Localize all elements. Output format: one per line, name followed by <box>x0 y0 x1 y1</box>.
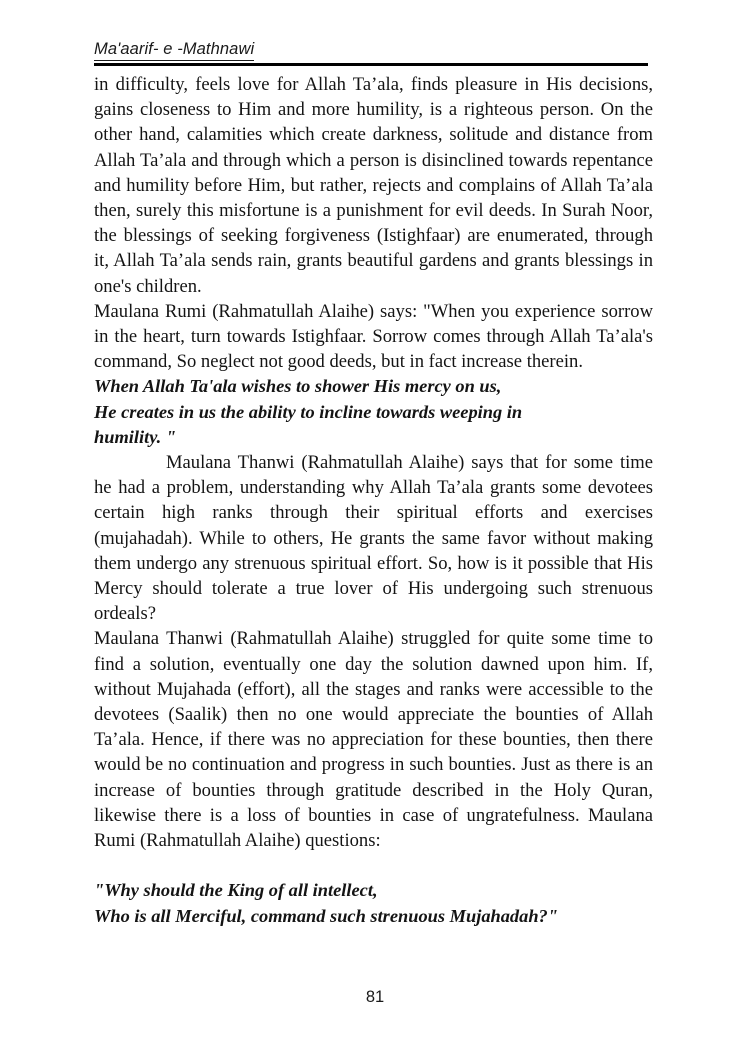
page-number: 81 <box>365 988 385 1006</box>
body-paragraph-1: in difficulty, feels love for Allah Ta’ala, finds pleasure in His decisions, gains closeness to Him and more humility, is a righteous person. On the other hand, calamities which create darkness, solitude and distance from Allah Ta’ala and through which a person is disinclined towards repentance and humility before Him, but rather, rejects and complains of Allah Ta’ala then, surely this misfortune is a punishment for evil deeds. In Surah Noor, the blessings of seeking forgiveness (Istighfaar) are enumerated, through it, Allah Ta’ala sends rain, grants beautiful gardens and grants blessings in one's children. <box>94 74 653 297</box>
running-header <box>94 40 648 66</box>
verse-2-line-2: Who is all Merciful, command such strenuous Mujahadah?" <box>94 905 558 926</box>
verse-1-line-3: humility. " <box>94 426 177 447</box>
body-paragraph-4: Maulana Thanwi (Rahmatullah Alaihe) struggled for quite some time to find a solution, eventually one day the solution dawned upon him. If, without Mujahada (effort), all the stages and ranks were accessible to the devotees (Saalik) then no one would appreciate the bounties of Allah Ta’ala. Hence, if there was no appreciation for these bounties, then there would be no continuation and progress in such bounties. Just as there is an increase of bounties through gratitude described in the Holy Quran, likewise there is a loss of bounties in case of ungratefulness. Maulana Rumi (Rahmatullah Alaihe) questions: <box>94 628 653 852</box>
verse-block-1 <box>94 374 653 450</box>
page-body <box>94 72 653 929</box>
verse-1-line-2: He creates in us the ability to incline towards weeping in <box>94 401 523 422</box>
verse-1-line-1: When Allah Ta'ala wishes to shower His mercy on us, <box>94 376 502 397</box>
header-divider-rule <box>94 63 648 66</box>
body-paragraph-2: Maulana Rumi (Rahmatullah Alaihe) says: "When you experience sorrow in the heart, turn towards Istighfaar. Sorrow comes through Allah Ta’ala's command, So neglect not good deeds, but in fact increase therein. <box>94 300 653 373</box>
body-paragraph-3: Maulana Thanwi (Rahmatullah Alaihe) says that for some time he had a problem, understanding why Allah Ta’ala grants some devotees certain high ranks through their spiritual efforts and exercises (mujahadah). While to others, He grants the same favor without making them undergo any strenuous spiritual effort. So, how is it possible that His Mercy should tolerate a true lover of His undergoing such strenuous ordeals? <box>94 452 653 625</box>
verse-2-line-1: "Why should the King of all intellect, <box>94 880 378 901</box>
running-header-title: Ma'aarif- e -Mathnawi <box>94 40 254 61</box>
verse-block-2 <box>94 878 653 928</box>
